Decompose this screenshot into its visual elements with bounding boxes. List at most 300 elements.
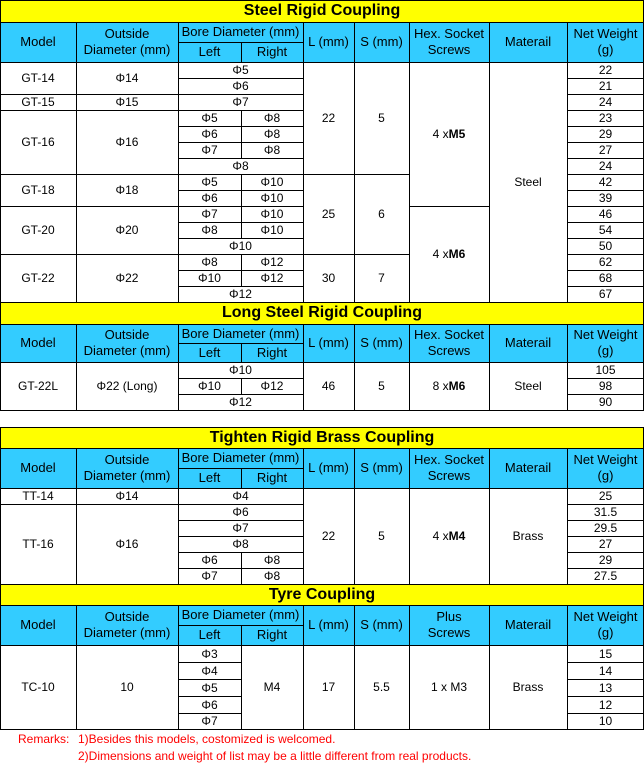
- grid-line: [178, 174, 179, 190]
- grid-line: [567, 568, 644, 569]
- grid-line: [178, 713, 241, 714]
- grid-line: [241, 270, 242, 286]
- grid-line: [178, 696, 241, 697]
- header-bore-left: Left: [178, 343, 241, 362]
- bore-cell: Φ12: [178, 286, 303, 302]
- grid-line: [178, 270, 179, 286]
- material-cell: Steel: [489, 362, 567, 410]
- grid-line: [303, 254, 354, 255]
- bore-right-cell: Φ10: [241, 190, 303, 206]
- grid-line: [567, 448, 644, 449]
- grid-line: [178, 42, 241, 43]
- length-cell: 25: [303, 174, 354, 254]
- grid-line: [178, 62, 303, 63]
- remark-line-2: 2)Dimensions and weight of list may be a little different from real products.: [78, 747, 638, 764]
- grid-line: [0, 362, 76, 363]
- grid-line: [178, 126, 179, 142]
- grid-line: [567, 110, 568, 126]
- grid-line: [0, 22, 76, 23]
- bore-right-cell: Φ12: [241, 378, 303, 394]
- bore-cell: Φ6: [178, 78, 303, 94]
- grid-line: [409, 362, 410, 410]
- grid-line: [241, 568, 242, 584]
- grid-line: [409, 22, 489, 23]
- grid-line: [178, 22, 303, 23]
- grid-line: [76, 504, 178, 505]
- grid-line: [178, 324, 179, 343]
- header-screws: [409, 605, 489, 645]
- grid-line: [567, 142, 568, 158]
- grid-line: [0, 645, 76, 646]
- grid-line: [76, 645, 77, 729]
- grid-line: [0, 94, 76, 95]
- grid-line: [303, 448, 354, 449]
- grid-line: [567, 488, 568, 504]
- grid-line: [241, 174, 303, 175]
- header-bore-diameter: Bore Diameter (mm): [178, 605, 303, 625]
- grid-line: [76, 206, 178, 207]
- header-outside-diameter-text: Outside Diameter (mm): [83, 609, 171, 640]
- grid-line: [303, 324, 304, 362]
- grid-line: [241, 254, 303, 255]
- s-cell: 7: [354, 254, 409, 302]
- grid-line: [354, 362, 355, 410]
- grid-line: [303, 362, 304, 410]
- grid-line: [178, 378, 241, 379]
- grid-line: [178, 110, 241, 111]
- grid-line: [489, 410, 567, 411]
- grid-line: [0, 448, 76, 449]
- grid-line: [567, 110, 644, 111]
- grid-line: [0, 645, 1, 729]
- grid-line: [567, 238, 568, 254]
- section-title: Long Steel Rigid Coupling: [0, 302, 644, 324]
- grid-line: [567, 679, 568, 696]
- grid-line: [241, 729, 303, 730]
- header-outside-diameter: [76, 324, 178, 362]
- model-cell: TC-10: [0, 645, 76, 729]
- grid-line: [0, 605, 76, 606]
- weight-cell: 50: [567, 238, 644, 254]
- grid-line: [354, 254, 355, 302]
- grid-line: [178, 504, 303, 505]
- header-s: S (mm): [354, 22, 409, 62]
- grid-line: [178, 78, 179, 94]
- grid-line: [241, 190, 242, 206]
- grid-line: [354, 62, 409, 63]
- header-net-weight-text: Net Weight (g): [573, 327, 638, 358]
- grid-line: [178, 605, 179, 625]
- header-net-weight: [567, 605, 644, 645]
- grid-line: [178, 270, 241, 271]
- grid-line: [567, 504, 568, 520]
- header-s: S (mm): [354, 448, 409, 488]
- header-bore-right: Right: [241, 468, 303, 488]
- grid-line: [178, 254, 241, 255]
- grid-line: [241, 625, 242, 645]
- grid-line: [241, 568, 303, 569]
- bore-right-cell: Φ10: [241, 174, 303, 190]
- grid-line: [178, 468, 179, 488]
- grid-line: [178, 552, 241, 553]
- grid-line: [0, 254, 76, 255]
- bore-left-cell: Φ8: [178, 222, 241, 238]
- weight-cell: 105: [567, 362, 644, 378]
- material-cell: Steel: [489, 62, 567, 302]
- grid-line: [409, 62, 410, 206]
- grid-line: [178, 448, 303, 449]
- grid-line: [303, 62, 304, 174]
- grid-line: [178, 254, 179, 270]
- grid-line: [241, 270, 303, 271]
- s-cell: 6: [354, 174, 409, 254]
- header-length: L (mm): [303, 448, 354, 488]
- weight-cell: 68: [567, 270, 644, 286]
- screw-cell: 4 x M6: [409, 206, 489, 302]
- grid-line: [303, 488, 354, 489]
- header-bore-left: Left: [178, 468, 241, 488]
- grid-line: [567, 94, 644, 95]
- grid-line: [303, 174, 354, 175]
- grid-line: [0, 448, 1, 488]
- grid-line: [178, 625, 241, 626]
- header-model: Model: [0, 605, 76, 645]
- s-cell: 5: [354, 62, 409, 174]
- bore-left-cell: Φ6: [178, 696, 241, 713]
- bore-left-cell: Φ5: [178, 174, 241, 190]
- grid-line: [0, 410, 76, 411]
- grid-line: [567, 206, 644, 207]
- screw-cell: 8 x M6: [409, 362, 489, 410]
- grid-line: [178, 488, 303, 489]
- header-net-weight-text: Net Weight (g): [573, 452, 638, 483]
- grid-line: [303, 324, 354, 325]
- header-bore-diameter: Bore Diameter (mm): [178, 22, 303, 42]
- grid-line: [0, 62, 1, 94]
- weight-cell: 24: [567, 158, 644, 174]
- grid-line: [76, 504, 77, 584]
- grid-line: [241, 552, 242, 568]
- header-bore-left: Left: [178, 625, 241, 645]
- bore-left-cell: Φ7: [178, 206, 241, 222]
- grid-line: [489, 362, 490, 410]
- grid-line: [409, 410, 489, 411]
- outside-diameter-cell: Φ22 (Long): [76, 362, 178, 410]
- screw-cell: 1 x M3: [409, 645, 489, 729]
- grid-line: [0, 584, 644, 585]
- weight-cell: 39: [567, 190, 644, 206]
- model-cell: TT-16: [0, 504, 76, 584]
- header-model: Model: [0, 448, 76, 488]
- grid-line: [178, 394, 303, 395]
- grid-line: [76, 448, 77, 488]
- grid-line: [241, 625, 303, 626]
- grid-line: [567, 536, 568, 552]
- grid-line: [178, 378, 179, 394]
- bore-left-cell: Φ3: [178, 645, 241, 662]
- weight-cell: 29: [567, 126, 644, 142]
- model-cell: GT-22L: [0, 362, 76, 410]
- header-bore-right: Right: [241, 42, 303, 62]
- header-outside-diameter: [76, 448, 178, 488]
- grid-line: [178, 142, 241, 143]
- header-s: S (mm): [354, 324, 409, 362]
- grid-line: [303, 22, 354, 23]
- weight-cell: 13: [567, 679, 644, 696]
- bore-right-cell: Φ12: [241, 254, 303, 270]
- grid-line: [354, 324, 409, 325]
- grid-line: [241, 110, 303, 111]
- grid-line: [354, 448, 409, 449]
- grid-line: [241, 645, 242, 729]
- bore-left-cell: Φ5: [178, 679, 241, 696]
- grid-line: [178, 94, 179, 110]
- length-cell: 17: [303, 645, 354, 729]
- grid-line: [0, 302, 644, 303]
- bore-left-cell: Φ7: [178, 142, 241, 158]
- grid-line: [76, 410, 178, 411]
- header-screws: [409, 448, 489, 488]
- grid-line: [354, 22, 409, 23]
- grid-line: [76, 605, 178, 606]
- grid-line: [567, 270, 644, 271]
- grid-line: [178, 343, 241, 344]
- weight-cell: 31.5: [567, 504, 644, 520]
- bore-left-cell: Φ6: [178, 126, 241, 142]
- header-net-weight: [567, 448, 644, 488]
- grid-line: [489, 605, 490, 645]
- grid-line: [178, 468, 241, 469]
- header-outside-diameter: [76, 22, 178, 62]
- grid-line: [76, 324, 77, 362]
- outside-diameter-cell: Φ15: [76, 94, 178, 110]
- grid-line: [303, 488, 304, 584]
- grid-line: [489, 62, 567, 63]
- grid-line: [489, 488, 567, 489]
- grid-line: [303, 410, 354, 411]
- grid-line: [76, 110, 178, 111]
- header-screws: [409, 22, 489, 62]
- grid-line: [567, 520, 644, 521]
- grid-line: [567, 324, 568, 362]
- grid-line: [241, 378, 303, 379]
- grid-line: [567, 78, 568, 94]
- weight-cell: 27: [567, 142, 644, 158]
- grid-line: [178, 190, 179, 206]
- header-length: L (mm): [303, 324, 354, 362]
- grid-line: [178, 568, 179, 584]
- grid-line: [76, 362, 178, 363]
- weight-cell: 21: [567, 78, 644, 94]
- grid-line: [0, 302, 1, 324]
- bore-left-cell: Φ10: [178, 270, 241, 286]
- grid-line: [0, 488, 1, 504]
- grid-line: [303, 254, 304, 302]
- header-net-weight: [567, 22, 644, 62]
- grid-line: [178, 679, 241, 680]
- grid-line: [567, 78, 644, 79]
- outside-diameter-cell: Φ18: [76, 174, 178, 206]
- grid-line: [0, 324, 1, 362]
- grid-line: [567, 286, 644, 287]
- grid-line: [303, 174, 304, 254]
- grid-line: [76, 22, 77, 62]
- grid-line: [567, 94, 568, 110]
- grid-line: [178, 552, 179, 568]
- grid-line: [567, 394, 644, 395]
- grid-line: [241, 174, 242, 190]
- grid-line: [354, 488, 409, 489]
- grid-line: [0, 729, 76, 730]
- grid-line: [178, 206, 179, 222]
- grid-line: [178, 238, 303, 239]
- grid-line: [303, 729, 354, 730]
- grid-line: [354, 729, 409, 730]
- grid-line: [0, 0, 644, 1]
- grid-line: [76, 729, 178, 730]
- grid-line: [567, 190, 568, 206]
- grid-line: [241, 42, 303, 43]
- grid-line: [76, 488, 77, 504]
- grid-line: [409, 729, 489, 730]
- model-cell: GT-20: [0, 206, 76, 254]
- grid-line: [178, 605, 303, 606]
- grid-line: [178, 206, 241, 207]
- outside-diameter-cell: Φ16: [76, 110, 178, 174]
- weight-cell: 98: [567, 378, 644, 394]
- grid-line: [354, 174, 409, 175]
- grid-line: [567, 645, 568, 662]
- grid-line: [0, 94, 1, 110]
- grid-line: [567, 362, 568, 378]
- grid-line: [178, 324, 303, 325]
- grid-line: [409, 362, 489, 363]
- bore-left-cell: Φ7: [178, 713, 241, 729]
- grid-line: [354, 22, 355, 62]
- grid-line: [489, 448, 567, 449]
- grid-line: [567, 174, 568, 190]
- grid-line: [409, 605, 489, 606]
- bore-cell: Φ7: [178, 520, 303, 536]
- bore-left-cell: Φ6: [178, 190, 241, 206]
- grid-line: [76, 110, 77, 174]
- grid-line: [76, 488, 178, 489]
- weight-cell: 25: [567, 488, 644, 504]
- grid-line: [178, 448, 179, 468]
- grid-line: [241, 126, 242, 142]
- grid-line: [489, 729, 567, 730]
- header-screws-text: Hex. Socket Screws: [413, 327, 485, 358]
- outside-diameter-cell: Φ14: [76, 488, 178, 504]
- s-cell: 5: [354, 488, 409, 584]
- grid-line: [76, 174, 178, 175]
- grid-line: [354, 605, 409, 606]
- bore-left-cell: Φ6: [178, 552, 241, 568]
- grid-line: [489, 645, 567, 646]
- header-net-weight-text: Net Weight (g): [573, 26, 638, 57]
- grid-line: [409, 488, 410, 584]
- grid-line: [567, 488, 644, 489]
- grid-line: [76, 254, 178, 255]
- header-screws-text: Plus Screws: [427, 609, 471, 640]
- grid-line: [0, 324, 76, 325]
- weight-cell: 14: [567, 662, 644, 679]
- grid-line: [489, 605, 567, 606]
- bore-right-cell: Φ12: [241, 270, 303, 286]
- grid-line: [567, 254, 644, 255]
- section-title: Steel Rigid Coupling: [0, 0, 644, 22]
- grid-line: [241, 468, 303, 469]
- grid-line: [354, 410, 409, 411]
- weight-cell: 42: [567, 174, 644, 190]
- header-bore-right: Right: [241, 343, 303, 362]
- grid-line: [178, 662, 179, 679]
- grid-line: [409, 324, 410, 362]
- grid-line: [0, 62, 76, 63]
- bore-cell: Φ10: [178, 238, 303, 254]
- screw-size: M6: [448, 247, 466, 261]
- header-outside-diameter-text: Outside Diameter (mm): [83, 327, 171, 358]
- grid-line: [178, 625, 179, 645]
- grid-line: [567, 696, 568, 713]
- grid-line: [489, 324, 490, 362]
- grid-line: [0, 110, 76, 111]
- grid-line: [178, 222, 179, 238]
- grid-line: [489, 324, 567, 325]
- grid-line: [567, 662, 568, 679]
- grid-line: [178, 394, 179, 410]
- grid-line: [0, 504, 76, 505]
- grid-line: [241, 552, 303, 553]
- grid-line: [241, 645, 303, 646]
- bore-cell: Φ8: [178, 158, 303, 174]
- grid-line: [178, 536, 303, 537]
- grid-line: [409, 605, 410, 645]
- weight-cell: 90: [567, 394, 644, 410]
- grid-line: [567, 126, 644, 127]
- grid-line: [409, 645, 489, 646]
- grid-line: [0, 174, 1, 206]
- grid-line: [567, 190, 644, 191]
- bore-right-cell: M4: [241, 645, 303, 729]
- bore-left-cell: Φ5: [178, 110, 241, 126]
- grid-line: [567, 222, 568, 238]
- grid-line: [76, 206, 77, 254]
- bore-cell: Φ12: [178, 394, 303, 410]
- header-screws-text: Hex. Socket Screws: [413, 26, 485, 57]
- grid-line: [178, 362, 303, 363]
- grid-line: [178, 110, 179, 126]
- header-length: L (mm): [303, 22, 354, 62]
- grid-line: [178, 662, 241, 663]
- grid-line: [567, 605, 644, 606]
- screw-cell: 4 x M4: [409, 488, 489, 584]
- remarks-label: Remarks:: [18, 730, 78, 747]
- header-outside-diameter-text: Outside Diameter (mm): [83, 452, 171, 483]
- grid-line: [303, 62, 354, 63]
- grid-line: [354, 448, 355, 488]
- grid-line: [567, 713, 644, 714]
- weight-cell: 22: [567, 62, 644, 78]
- grid-line: [489, 488, 490, 584]
- weight-cell: 24: [567, 94, 644, 110]
- grid-line: [241, 110, 242, 126]
- model-cell: GT-14: [0, 62, 76, 94]
- grid-line: [354, 62, 355, 174]
- grid-line: [567, 362, 644, 363]
- header-screws: [409, 324, 489, 362]
- grid-line: [76, 22, 178, 23]
